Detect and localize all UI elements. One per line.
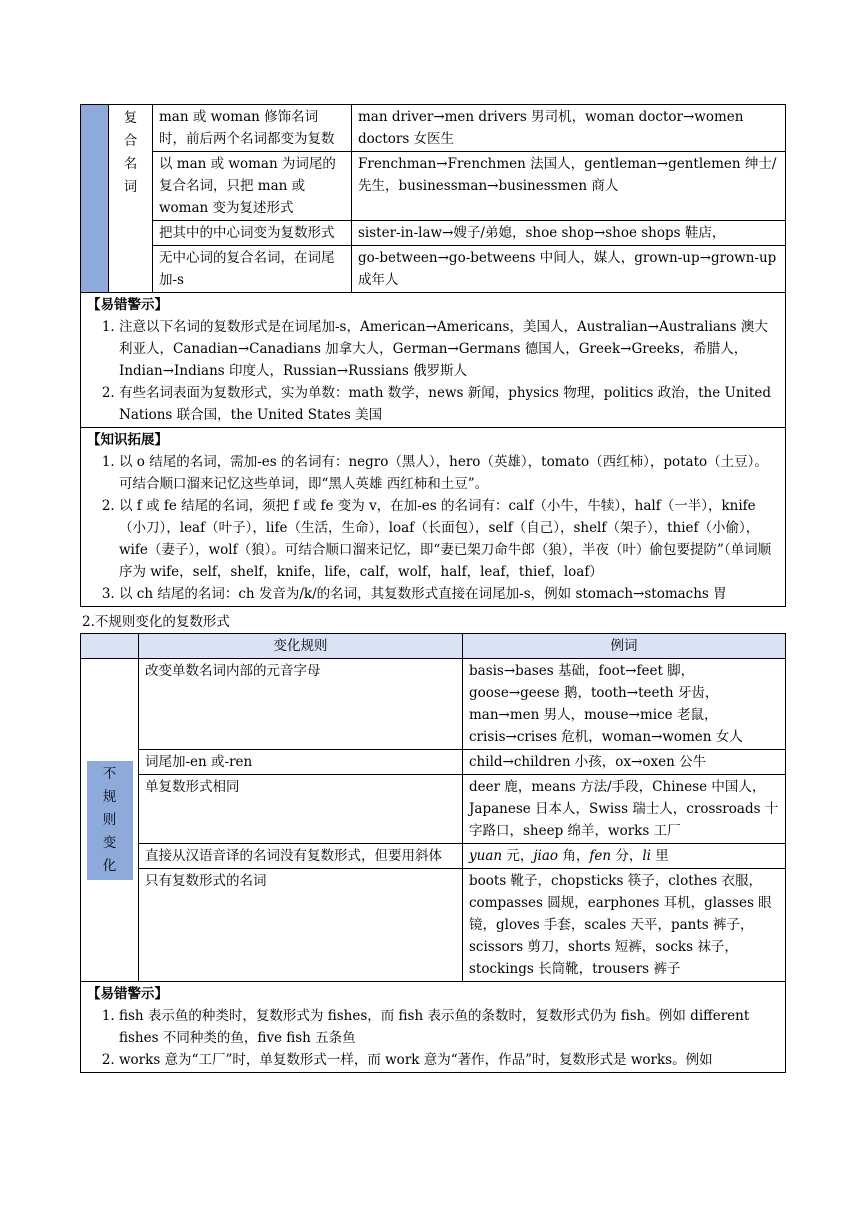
irregular-plural-table [80, 633, 786, 1073]
example-cell: boots 靴子，chopsticks 筷子，clothes 衣服，compasses 圆规，earphones 耳机，glasses 眼镜，gloves 手套，scales 天平，pants 裤子，scissors 剪刀，shorts 短裤，socks 袜子，stockings 长筒靴，trousers 裤子 [463, 869, 786, 982]
rule-cell: man 或 woman 修饰名词时，前后两个名词都变为复数 [153, 105, 352, 152]
table-row [81, 293, 786, 428]
list-item: 1. fish 表示鱼的种类时，复数形式为 fishes，而 fish 表示鱼的条数时，复数形式仍为 fish。例如 different fishes 不同种类的鱼，five fish 五条鱼 [119, 1005, 779, 1049]
list-item: 3. 以 ch 结尾的名词：ch 发音为/k/的名词，其复数形式直接在词尾加-s，例如 stomach→stomachs 胃 [119, 583, 779, 605]
example-cell: basis→bases 基础，foot→feet 脚，goose→geese 鹅，tooth→teeth 牙齿，man→men 男人，mouse→mice 老鼠，crisis→crises 危机，woman→women 女人 [463, 659, 786, 750]
note-title: 【知识拓展】 [87, 432, 168, 448]
rule-cell: 直接从汉语音译的名词没有复数形式，但要用斜体 [139, 844, 463, 869]
table-row [81, 750, 786, 775]
table-row [81, 659, 786, 750]
list-item: 2. works 意为“工厂”时，单复数形式一样，而 work 意为“著作，作品”时，复数形式是 works。例如 [119, 1049, 779, 1071]
example-cell: deer 鹿，means 方法/手段，Chinese 中国人，Japanese 日本人，Swiss 瑞士人，crossroads 十字路口，sheep 绵羊，works 工厂 [463, 775, 786, 844]
list-item: 2. 有些名词表面为复数形式，实为单数：math 数学，news 新闻，physics 物理，politics 政治，the United Nations 联合国，the United States 美国 [119, 382, 779, 426]
example-cell: man driver→men drivers 男司机，woman doctor→women doctors 女医生 [352, 105, 786, 152]
note-title: 【易错警示】 [87, 297, 168, 313]
table-row [81, 428, 786, 607]
header-example: 例词 [463, 634, 786, 659]
rule-cell: 把其中的中心词变为复数形式 [153, 221, 352, 246]
example-cell: sister-in-law→嫂子/弟媳，shoe shop→shoe shops 鞋店， [352, 221, 786, 246]
table-row [81, 844, 786, 869]
note-box-errors-2 [81, 982, 786, 1073]
example-cell: child→children 小孩，ox→oxen 公牛 [463, 750, 786, 775]
rule-cell: 以 man 或 woman 为词尾的复合名词，只把 man 或 woman 变为复述形式 [153, 152, 352, 221]
compound-noun-label: 复合名词 [109, 105, 153, 293]
table-row [81, 869, 786, 982]
table-row [81, 221, 786, 246]
header-rule: 变化规则 [139, 634, 463, 659]
example-cell: go-between→go-betweens 中间人，媒人，grown-up→grown-up 成年人 [352, 246, 786, 293]
list-item: 1. 以 o 结尾的名词，需加-es 的名词有：negro（黑人），hero（英雄），tomato（西红柿），potato（土豆）。可结合顺口溜来记忆这些单词，即“黑人英雄 西红柿和土豆”。 [119, 451, 779, 495]
list-item: 2. 以 f 或 fe 结尾的名词，须把 f 或 fe 变为 v，在加-es 的名词有：calf（小牛，牛犊），half（一半），knife（小刀），leaf（叶子），life（生活，生命），loaf（长面包），self（自己），shelf（架子），thief（小偷），wife（妻子），wolf（狼）。可结合顺口溜来记忆，即“妻已架刀命牛郎（狼），半夜（叶）偷包要提防”（单词顺序为 wife，self，shelf，knife，life，calf，wolf，half，leaf，thief，loaf） [119, 495, 779, 583]
rule-cell: 词尾加-en 或-ren [139, 750, 463, 775]
compound-noun-table [80, 104, 786, 607]
document-page [80, 104, 786, 1073]
note-box-errors [81, 293, 786, 428]
table-row [81, 982, 786, 1073]
irregular-label-cell [81, 659, 139, 982]
rule-cell: 单复数形式相同 [139, 775, 463, 844]
table-row [81, 105, 786, 152]
category-color-bar [81, 105, 109, 293]
note-box-extension [81, 428, 786, 607]
example-cell: yuan 元，jiao 角，fen 分，li 里 [463, 844, 786, 869]
example-cell: Frenchman→Frenchmen 法国人，gentleman→gentlemen 绅士/先生，businessman→businessmen 商人 [352, 152, 786, 221]
list-item: 1. 注意以下名词的复数形式是在词尾加-s，American→Americans，美国人，Australian→Australians 澳大利亚人，Canadian→Canadians 加拿大人，German→Germans 德国人，Greek→Greeks，希腊人，Indian→Indians 印度人，Russian→Russians 俄罗斯人 [119, 316, 779, 382]
rule-cell: 改变单数名词内部的元音字母 [139, 659, 463, 750]
table-row [81, 246, 786, 293]
table-row [81, 152, 786, 221]
table-header-row [81, 634, 786, 659]
rule-cell: 无中心词的复合名词，在词尾加-s [153, 246, 352, 293]
section-title: 2.不规则变化的复数形式 [82, 614, 230, 630]
rule-cell: 只有复数形式的名词 [139, 869, 463, 982]
irregular-label: 不 规 则 变 化 [87, 761, 133, 880]
note-title: 【易错警示】 [87, 986, 168, 1002]
header-blank-cell [81, 634, 139, 659]
table-row [81, 775, 786, 844]
